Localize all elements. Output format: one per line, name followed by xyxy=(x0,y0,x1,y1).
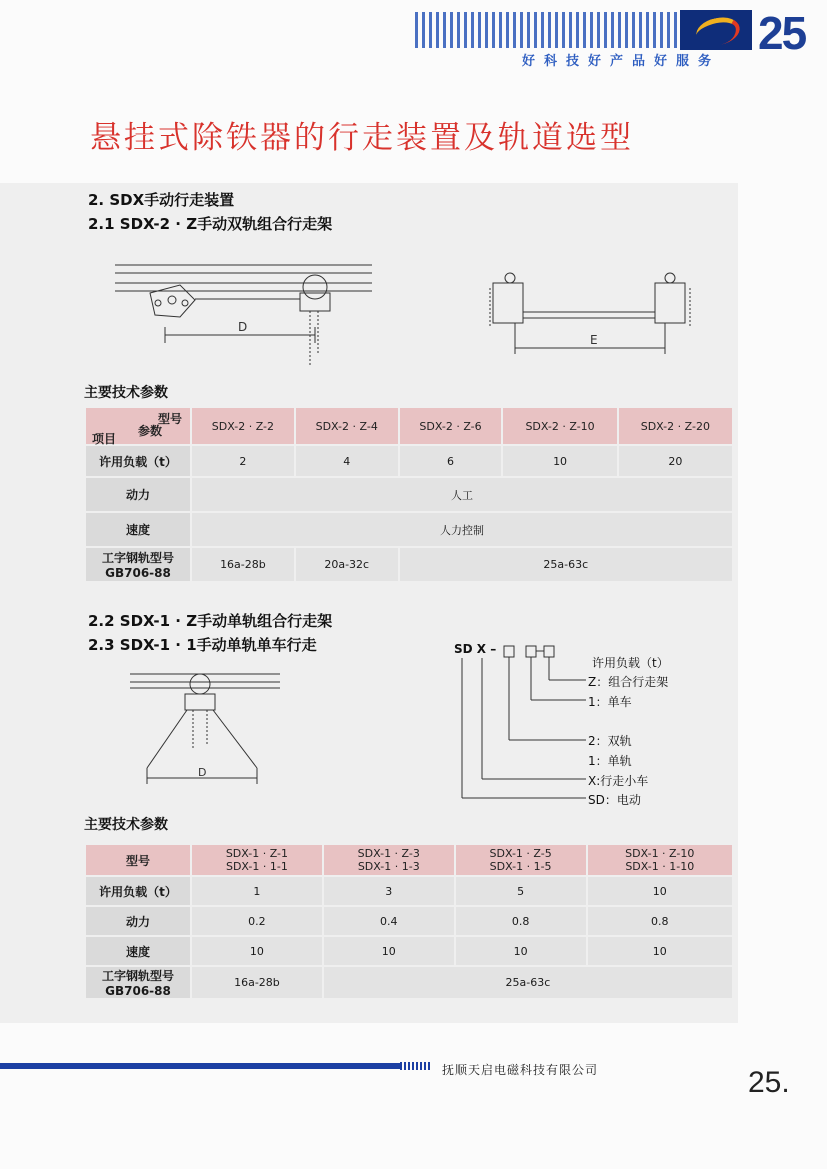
code-label-double-rail: 2：双轨 xyxy=(588,734,632,748)
code-label-electric: SD：电动 xyxy=(588,793,641,807)
power-value: 0.2 xyxy=(192,907,322,935)
rail-value: 25a-63c xyxy=(324,967,732,998)
rail-value: 16a-28b xyxy=(192,548,294,581)
code-connector-lines xyxy=(448,640,588,810)
rail-value: 20a-32c xyxy=(296,548,398,581)
row-label-power: 动力 xyxy=(86,907,190,935)
header-page-number: 25 xyxy=(758,7,806,59)
speed-value: 10 xyxy=(192,937,322,965)
dimension-d-label: D xyxy=(238,320,248,334)
model-header: SDX-2 · Z-20 xyxy=(619,408,732,444)
subsection-heading: 2.2 SDX-1 · Z手动单轨组合行走架 xyxy=(88,612,333,630)
speed-value: 10 xyxy=(324,937,454,965)
code-label-load: 许用负载（t） xyxy=(592,656,669,670)
model-header: SDX-2 · Z-4 xyxy=(296,408,398,444)
row-label-power: 动力 xyxy=(86,478,190,511)
load-value: 2 xyxy=(192,446,294,476)
double-rail-front-drawing xyxy=(485,268,715,358)
power-value: 人工 xyxy=(192,478,732,511)
load-value: 5 xyxy=(456,877,586,905)
single-rail-drawing xyxy=(125,668,285,793)
subsection-heading: 2.1 SDX-2 · Z手动双轨组合行走架 xyxy=(88,215,333,233)
model-header: SDX-2 · Z-6 xyxy=(400,408,502,444)
double-rail-params-table xyxy=(84,406,734,583)
load-value: 4 xyxy=(296,446,398,476)
header-stripes xyxy=(415,12,680,48)
single-rail-params-table xyxy=(84,843,734,1000)
model-label-cell: 型号 xyxy=(86,845,190,875)
row-label-load: 许用负载（t） xyxy=(86,446,190,476)
rail-value: 16a-28b xyxy=(192,967,322,998)
row-label-speed: 速度 xyxy=(86,513,190,546)
code-label-single-rail: 1：单轨 xyxy=(588,754,632,768)
row-label-rail: 工字钢轨型号 GB706-88 xyxy=(86,548,190,581)
row-label-rail: 工字钢轨型号 GB706-88 xyxy=(86,967,190,998)
footer-stripes xyxy=(400,1062,430,1070)
speed-value: 人力控制 xyxy=(192,513,732,546)
table-corner-cell: 型号 参数 项目 xyxy=(86,408,190,444)
power-value: 0.4 xyxy=(324,907,454,935)
load-value: 1 xyxy=(192,877,322,905)
code-label-trolley: X:行走小车 xyxy=(588,774,649,788)
model-header: SDX-2 · Z-2 xyxy=(192,408,294,444)
subsection-heading: 2.3 SDX-1 · 1手动单轨单车行走 xyxy=(88,636,317,654)
page-title: 悬挂式除铁器的行走装置及轨道选型 xyxy=(90,120,634,156)
dimension-d-label: D xyxy=(198,766,207,779)
code-prefix: SD X – xyxy=(454,642,497,656)
model-header: SDX-1 · Z-10 SDX-1 · 1-10 xyxy=(588,845,732,875)
model-header: SDX-1 · Z-1 SDX-1 · 1-1 xyxy=(192,845,322,875)
power-value: 0.8 xyxy=(456,907,586,935)
code-label-single-car: 1：单车 xyxy=(588,695,632,709)
load-value: 6 xyxy=(400,446,502,476)
params-title-1: 主要技术参数 xyxy=(84,385,168,401)
power-value: 0.8 xyxy=(588,907,732,935)
section-heading: 2. SDX手动行走装置 xyxy=(88,191,235,209)
params-title-2: 主要技术参数 xyxy=(84,817,168,833)
model-header: SDX-2 · Z-10 xyxy=(503,408,616,444)
footer-page-number: 25. xyxy=(748,1066,790,1099)
double-rail-side-drawing xyxy=(110,255,375,370)
model-header: SDX-1 · Z-5 SDX-1 · 1-5 xyxy=(456,845,586,875)
rail-value: 25a-63c xyxy=(400,548,732,581)
load-value: 20 xyxy=(619,446,732,476)
load-value: 10 xyxy=(503,446,616,476)
model-header: SDX-1 · Z-3 SDX-1 · 1-3 xyxy=(324,845,454,875)
code-label-z: Z：组合行走架 xyxy=(588,675,669,689)
row-label-speed: 速度 xyxy=(86,937,190,965)
speed-value: 10 xyxy=(588,937,732,965)
load-value: 3 xyxy=(324,877,454,905)
dimension-e-label: E xyxy=(590,333,598,347)
company-name: 抚顺天启电磁科技有限公司 xyxy=(442,1063,599,1077)
row-label-load: 许用负载（t） xyxy=(86,877,190,905)
load-value: 10 xyxy=(588,877,732,905)
model-code-diagram xyxy=(448,640,738,810)
footer-bar xyxy=(0,1063,400,1069)
speed-value: 10 xyxy=(456,937,586,965)
slogan: 好科技好产品好服务 xyxy=(522,54,721,69)
